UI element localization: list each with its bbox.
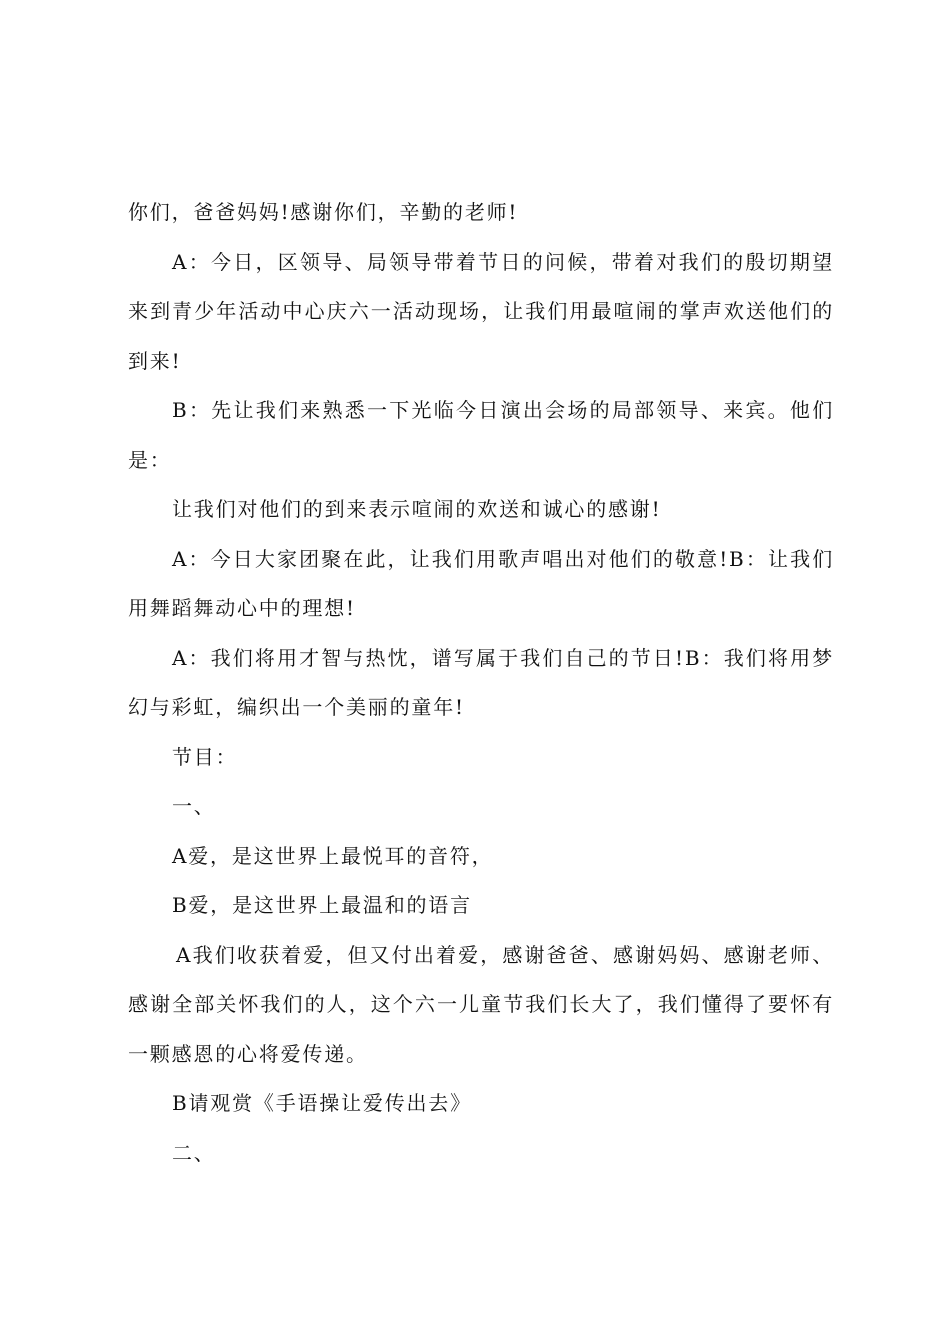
paragraph-thanks-parents-teachers: 你们，爸爸妈妈!感谢你们，辛勤的老师!	[128, 200, 519, 224]
paragraph-section-two: 二、	[172, 1140, 216, 1165]
paragraph-section-one: 一、	[172, 794, 216, 818]
paragraph-program-heading: 节目：	[172, 744, 238, 769]
paragraph-love-sweetest-note: A爱，是这世界上最悦耳的音符，	[172, 843, 494, 868]
paragraph-host-b-introduce-guests: B：先让我们来熟悉一下光临今日演出会场的局部领导、来宾。他们是：	[128, 398, 834, 472]
paragraph-host-a-welcome-leaders: A：今日，区领导、局领导带着节日的问候，带着对我们的殷切期望来到青少年活动中心庆六一活动现场，让我们用最喧闹的掌声欢送他们的到来!	[128, 249, 834, 373]
paragraph-song-and-dance: A：今日大家团聚在此，让我们用歌声唱出对他们的敬意!B：让我们用舞蹈舞动心中的理想!	[128, 546, 834, 620]
paragraph-holiday-childhood: A：我们将用才智与热忱，谱写属于我们自己的节日!B：我们将用梦幻与彩虹，编织出一个美丽的童年!	[128, 645, 834, 719]
paragraph-gratitude: A我们收获着爱，但又付出着爱，感谢爸爸、感谢妈妈、感谢老师、感谢全部关怀我们的人，这个六一儿童节我们长大了，我们懂得了要怀有一颗感恩的心将爱传递。	[128, 942, 834, 1066]
paragraph-thanks-guests: 让我们对他们的到来表示喧闹的欢送和诚心的感谢!	[172, 497, 662, 521]
paragraph-love-gentlest-language: B爱，是这世界上最温和的语言	[172, 893, 472, 917]
document-body	[128, 188, 834, 1178]
paragraph-sign-language-show: B请观赏《手语操让爱传出去》	[172, 1091, 472, 1115]
